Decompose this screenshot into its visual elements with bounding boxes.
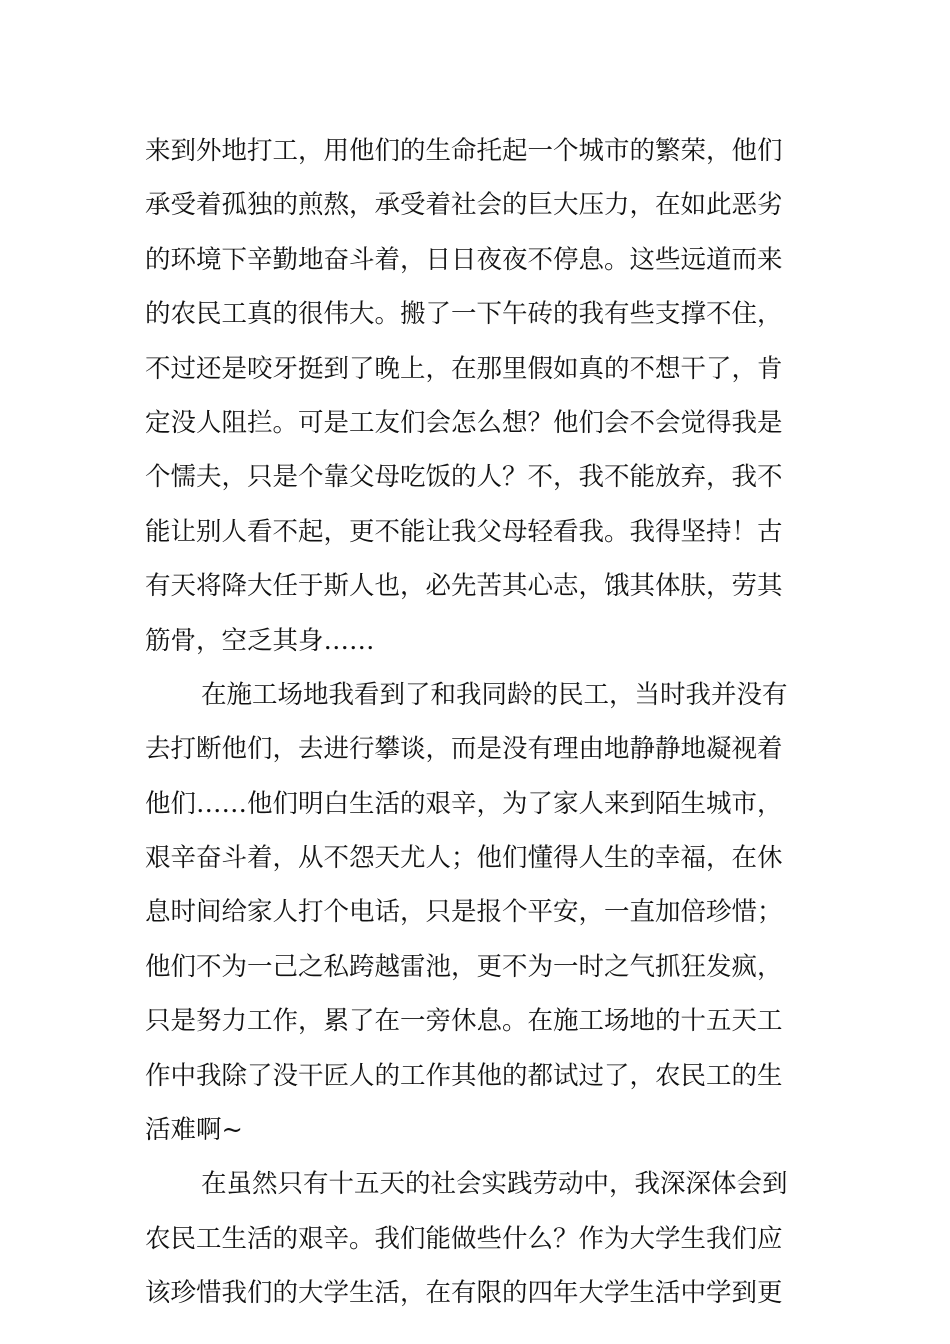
body-text — [145, 124, 810, 1321]
text-line: 农民工生活的艰辛。我们能做些什么？作为大学生我们应 — [145, 1223, 783, 1254]
text-line: 来到外地打工，用他们的生命托起一个城市的繁荣，他们 — [145, 136, 783, 166]
text-line: 的环境下辛勤地奋斗着，日日夜夜不停息。这些远道而来 — [145, 244, 783, 275]
text-line: 该珍惜我们的大学生活，在有限的四年大学生活中学到更 — [145, 1278, 783, 1309]
text-line: 筋骨，空乏其身…… — [145, 625, 375, 656]
text-line: 能让别人看不起，更不能让我父母轻看我。我得坚持！古 — [145, 516, 783, 547]
paragraph-start-line: 在虽然只有十五天的社会实践劳动中，我深深体会到 — [201, 1169, 788, 1200]
text-line: 他们不为一己之私跨越雷池，更不为一时之气抓狂发疯， — [145, 951, 783, 982]
text-line: 他们……他们明白生活的艰辛，为了家人来到陌生城市， — [145, 788, 783, 819]
text-line: 活难啊~ — [145, 1115, 243, 1146]
text-line: 息时间给家人打个电话，只是报个平安，一直加倍珍惜； — [145, 897, 783, 928]
text-line: 去打断他们，去进行攀谈，而是没有理由地静静地凝视着 — [145, 734, 783, 765]
text-line: 艰辛奋斗着，从不怨天尤人；他们懂得人生的幸福，在休 — [145, 843, 783, 874]
text-line: 作中我除了没干匠人的工作其他的都试过了，农民工的生 — [145, 1060, 783, 1091]
paragraph-start-line: 在施工场地我看到了和我同龄的民工，当时我并没有 — [201, 679, 788, 710]
text-line: 个懦夫，只是个靠父母吃饭的人？不，我不能放弃，我不 — [145, 462, 783, 493]
text-line: 有天将降大任于斯人也，必先苦其心志，饿其体肤，劳其 — [145, 571, 783, 602]
text-line: 不过还是咬牙挺到了晚上，在那里假如真的不想干了，肯 — [145, 353, 783, 384]
text-line: 定没人阻拦。可是工友们会怎么想？他们会不会觉得我是 — [145, 407, 783, 438]
text-line: 承受着孤独的煎熬，承受着社会的巨大压力，在如此恶劣 — [145, 190, 783, 221]
text-line: 只是努力工作，累了在一旁休息。在施工场地的十五天工 — [145, 1006, 783, 1037]
text-line: 的农民工真的很伟大。搬了一下午砖的我有些支撑不住， — [145, 299, 783, 330]
